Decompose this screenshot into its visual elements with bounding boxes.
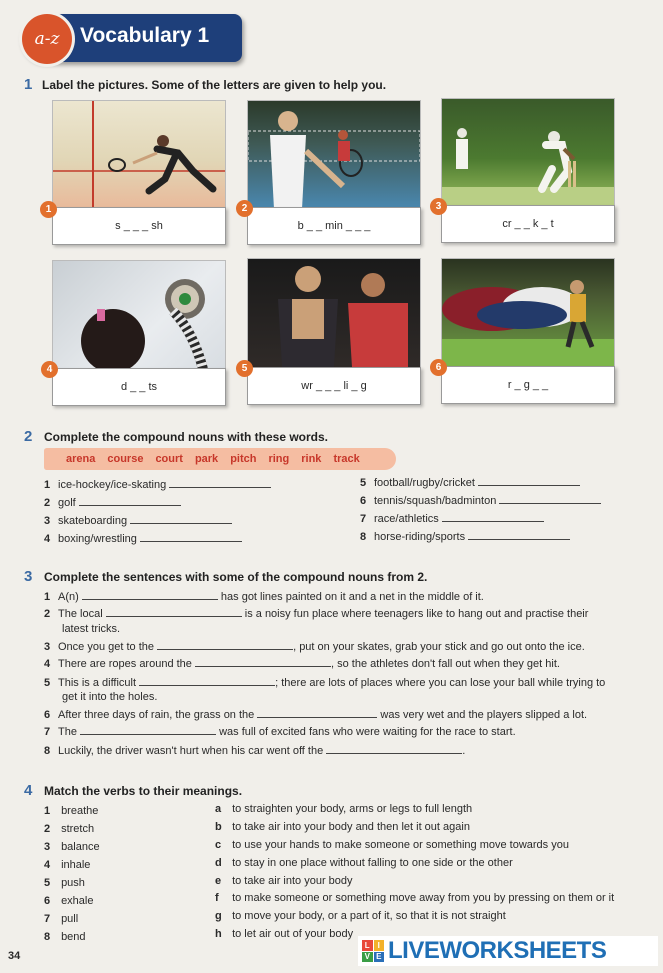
compound-item-4: 4 boxing/wrestling: [44, 532, 242, 545]
compound-item-1: 1 ice-hockey/ice-skating: [44, 478, 271, 491]
answer-blank[interactable]: [140, 532, 242, 542]
answer-blank[interactable]: [79, 496, 181, 506]
picture-3-number: 3: [430, 198, 447, 215]
word-item: ring: [268, 453, 290, 465]
verb-4: 4 inhale: [44, 859, 91, 871]
page-title: Vocabulary 1: [80, 24, 210, 47]
answer-blank[interactable]: [80, 725, 216, 735]
rugby-players-icon: [442, 259, 614, 367]
answer-blank[interactable]: [257, 708, 377, 718]
word-item: track: [333, 453, 360, 465]
meaning-d: d to stay in one place without falling to one side or the other: [215, 857, 513, 869]
picture-5-label: wr _ _ _ li _ g: [247, 367, 421, 405]
section-2-title: Complete the compound nouns with these words.: [44, 430, 329, 444]
verb-3: 3 balance: [44, 841, 100, 853]
word-item: park: [194, 453, 219, 465]
word-item: arena: [66, 453, 96, 465]
rugby-picture: [441, 258, 615, 368]
page-number: 34: [8, 950, 21, 962]
sentence-2: 2 The local is a noisy fun place where teenagers like to hang out and practise their: [44, 608, 589, 620]
answer-blank[interactable]: [169, 478, 271, 488]
meaning-a: a to straighten your body, arms or legs to full length: [215, 803, 473, 815]
meaning-e: e to take air into your body: [215, 875, 353, 887]
picture-3-label: cr _ _ k _ t: [441, 205, 615, 243]
liveworksheets-watermark[interactable]: [358, 936, 658, 966]
picture-6-label: r _ g _ _: [441, 366, 615, 404]
sentence-5: 5 This is a difficult ; there are lots of places where you can lose your ball while trying to: [44, 677, 606, 689]
answer-blank[interactable]: [499, 494, 601, 504]
answer-blank[interactable]: [468, 530, 570, 540]
verb-2: 2 stretch: [44, 823, 95, 835]
sentence-1: 1 A(n) has got lines painted on it and a net in the middle of it.: [44, 591, 484, 603]
picture-2-number: 2: [236, 200, 253, 217]
answer-blank[interactable]: [442, 512, 544, 522]
section-4-number: 4: [24, 782, 33, 799]
compound-item-3: 3 skateboarding: [44, 514, 232, 527]
picture-5-number: 5: [236, 360, 253, 377]
badminton-picture: [247, 100, 421, 210]
answer-blank[interactable]: [139, 676, 275, 686]
wrestler-icon: [248, 259, 420, 367]
sentence-5-continued: get it into the holes.: [62, 691, 158, 703]
section-1-title: Label the pictures. Some of the letters are given to help you.: [42, 78, 387, 92]
sentence-2-continued: latest tricks.: [62, 623, 121, 635]
answer-blank[interactable]: [82, 590, 218, 600]
liveworksheets-logo-icon: L I V E: [362, 940, 384, 962]
answer-blank[interactable]: [157, 640, 293, 650]
meaning-f: f to make someone or something move away from you by pressing on them or it: [215, 892, 615, 904]
sentence-6: 6 After three days of rain, the grass on the was very wet and the players slipped a lot.: [44, 709, 588, 721]
cricket-player-icon: [442, 99, 614, 207]
picture-6-number: 6: [430, 359, 447, 376]
sentence-3: 3 Once you get to the , put on your skates, grab your stick and go out onto the ice.: [44, 641, 585, 653]
answer-blank[interactable]: [326, 744, 462, 754]
section-4-title: Match the verbs to their meanings.: [44, 784, 243, 798]
sentence-8: 8 Luckily, the driver wasn't hurt when his car went off the .: [44, 745, 466, 757]
compound-item-7: 7 race/athletics: [360, 512, 544, 525]
compound-item-8: 8 horse-riding/sports: [360, 530, 570, 543]
answer-blank[interactable]: [130, 514, 232, 524]
section-2-number: 2: [24, 428, 33, 445]
meaning-g: g to move your body, or a part of it, so that it is not straight: [215, 910, 506, 922]
word-box: [44, 448, 396, 470]
cricket-picture: [441, 98, 615, 208]
darts-player-icon: [53, 261, 225, 369]
answer-blank[interactable]: [478, 476, 580, 486]
picture-1-label: s _ _ _ sh: [52, 207, 226, 245]
compound-item-6: 6 tennis/squash/badminton: [360, 494, 601, 507]
answer-blank[interactable]: [106, 607, 242, 617]
watermark-text: LIVEWORKSHEETS: [388, 937, 607, 964]
word-item: rink: [301, 453, 322, 465]
verb-8: 8 bend: [44, 931, 86, 943]
wrestling-picture: [247, 258, 421, 368]
squash-player-icon: [53, 101, 225, 209]
meaning-h: h to let air out of your body: [215, 928, 354, 940]
meaning-c: c to use your hands to make someone or something move towards you: [215, 839, 569, 851]
az-icon: a-z: [22, 14, 72, 64]
verb-5: 5 push: [44, 877, 85, 889]
squash-picture: [52, 100, 226, 210]
sentence-7: 7 The was full of excited fans who were waiting for the race to start.: [44, 726, 516, 738]
meaning-b: b to take air into your body and then let it out again: [215, 821, 470, 833]
word-item: course: [107, 453, 144, 465]
section-1-number: 1: [24, 76, 33, 93]
badminton-player-icon: [248, 101, 420, 209]
picture-2-label: b _ _ min _ _ _: [247, 207, 421, 245]
answer-blank[interactable]: [195, 657, 331, 667]
verb-7: 7 pull: [44, 913, 79, 925]
picture-4-number: 4: [41, 361, 58, 378]
verb-1: 1 breathe: [44, 805, 99, 817]
darts-picture: [52, 260, 226, 370]
verb-6: 6 exhale: [44, 895, 94, 907]
section-3-title: Complete the sentences with some of the compound nouns from 2.: [44, 570, 428, 584]
compound-item-2: 2 golf: [44, 496, 181, 509]
section-3-number: 3: [24, 568, 33, 585]
picture-1-number: 1: [40, 201, 57, 218]
picture-4-label: d _ _ ts: [52, 368, 226, 406]
compound-item-5: 5 football/rugby/cricket: [360, 476, 580, 489]
word-item: pitch: [230, 453, 257, 465]
word-item: court: [155, 453, 183, 465]
sentence-4: 4 There are ropes around the , so the athletes don't fall out when they get hit.: [44, 658, 560, 670]
